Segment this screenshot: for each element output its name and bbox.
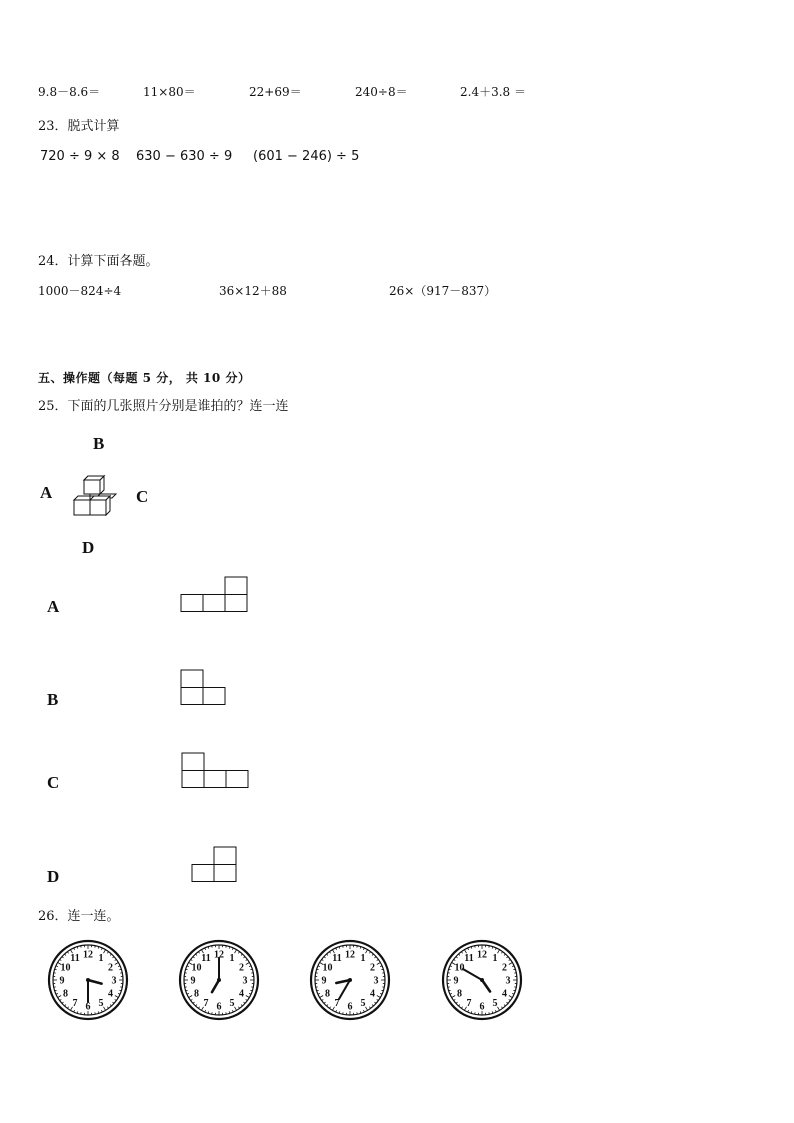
clock-numeral: 9	[59, 975, 65, 987]
clock-numeral: 11	[464, 952, 474, 964]
clock-numeral: 4	[502, 988, 508, 1000]
q24-expr-3: 26×（917－837）	[389, 284, 497, 298]
clock-numeral: 6	[479, 1001, 485, 1013]
clock-numeral: 8	[456, 988, 462, 1000]
q23-expr-3: (601 − 246) ÷ 5	[253, 149, 360, 164]
clock-numeral: 6	[85, 1001, 91, 1013]
clock-numeral: 6	[347, 1001, 353, 1013]
clock-center	[348, 978, 352, 982]
view-shape-a	[180, 576, 250, 614]
clock-numeral: 12	[477, 949, 487, 961]
clock-numeral: 3	[242, 975, 248, 987]
clock-numeral: 12	[83, 949, 93, 961]
section-5-title: 五、操作题（每题 5 分， 共 10 分）	[38, 371, 251, 385]
clock-numeral: 3	[111, 975, 117, 987]
clock-numeral: 9	[321, 975, 327, 987]
view-shape-d	[191, 846, 239, 884]
clock-numeral: 7	[334, 998, 340, 1010]
clock-numeral: 2	[370, 962, 376, 974]
clock-numeral: 4	[370, 988, 376, 1000]
q25-title: 25．下面的几张照片分别是谁拍的？连一连	[38, 399, 289, 414]
clock-center	[217, 978, 221, 982]
clock-numeral: 8	[324, 988, 330, 1000]
viewer-label-top: B	[93, 434, 105, 453]
option-label-b: B	[47, 690, 59, 709]
view-shape-b	[180, 669, 228, 707]
q23-title: 23．脱式计算	[38, 119, 120, 134]
clock-numeral: 10	[322, 962, 333, 974]
clock-numeral: 1	[229, 952, 235, 964]
q24-title: 24．计算下面各题。	[38, 254, 159, 269]
clock-numeral: 5	[98, 998, 104, 1010]
q24-expr-1: 1000－824÷4	[38, 284, 122, 298]
clock-center	[480, 978, 484, 982]
clock-numeral: 10	[454, 962, 465, 974]
clock-numeral: 5	[229, 998, 235, 1010]
viewer-label-right: C	[136, 487, 149, 506]
clock-3	[309, 937, 391, 1023]
clock-numeral: 6	[216, 1001, 222, 1013]
clock-numeral: 3	[505, 975, 511, 987]
viewer-label-left: A	[40, 483, 53, 502]
clock-numeral: 10	[60, 962, 71, 974]
q23-expr-2: 630 − 630 ÷ 9	[136, 149, 233, 164]
view-shape-c	[181, 752, 251, 790]
option-label-d: D	[47, 867, 60, 886]
clock-numeral: 9	[453, 975, 459, 987]
clock-1	[47, 937, 129, 1023]
clock-2	[178, 937, 260, 1023]
clock-numeral: 2	[502, 962, 508, 974]
mental-math-item-3: 22+69＝	[249, 85, 302, 99]
q24-expr-2: 36×12＋88	[219, 284, 287, 298]
mental-math-item-5: 2.4＋3.8 ＝	[460, 85, 526, 99]
clock-numeral: 9	[190, 975, 196, 987]
clock-4	[441, 937, 523, 1023]
clock-numeral: 7	[466, 998, 472, 1010]
mental-math-item-1: 9.8－8.6＝	[38, 85, 101, 99]
clock-numeral: 11	[201, 952, 211, 964]
clock-numeral: 7	[203, 998, 209, 1010]
clock-numeral: 1	[492, 952, 498, 964]
cube-stack-figure	[70, 472, 120, 522]
clock-numeral: 12	[214, 949, 224, 961]
clock-numeral: 12	[345, 949, 355, 961]
q23-expr-1: 720 ÷ 9 × 8	[40, 149, 120, 164]
clock-numeral: 5	[492, 998, 498, 1010]
option-label-c: C	[47, 773, 60, 792]
clock-numeral: 3	[373, 975, 379, 987]
clock-numeral: 5	[360, 998, 366, 1010]
clock-numeral: 11	[332, 952, 342, 964]
clock-numeral: 4	[239, 988, 245, 1000]
clock-numeral: 1	[98, 952, 104, 964]
clock-numeral: 2	[239, 962, 245, 974]
clock-numeral: 8	[62, 988, 68, 1000]
option-label-a: A	[47, 597, 60, 616]
mental-math-item-4: 240÷8＝	[355, 85, 408, 99]
mental-math-item-2: 11×80＝	[143, 85, 196, 99]
clock-numeral: 7	[72, 998, 78, 1010]
clock-center	[86, 978, 90, 982]
q26-title: 26．连一连。	[38, 909, 120, 924]
clock-numeral: 8	[193, 988, 199, 1000]
clock-numeral: 1	[360, 952, 366, 964]
clock-numeral: 2	[108, 962, 114, 974]
clock-numeral: 4	[108, 988, 114, 1000]
clock-numeral: 11	[70, 952, 80, 964]
clock-numeral: 10	[191, 962, 202, 974]
viewer-label-bottom: D	[82, 538, 95, 557]
